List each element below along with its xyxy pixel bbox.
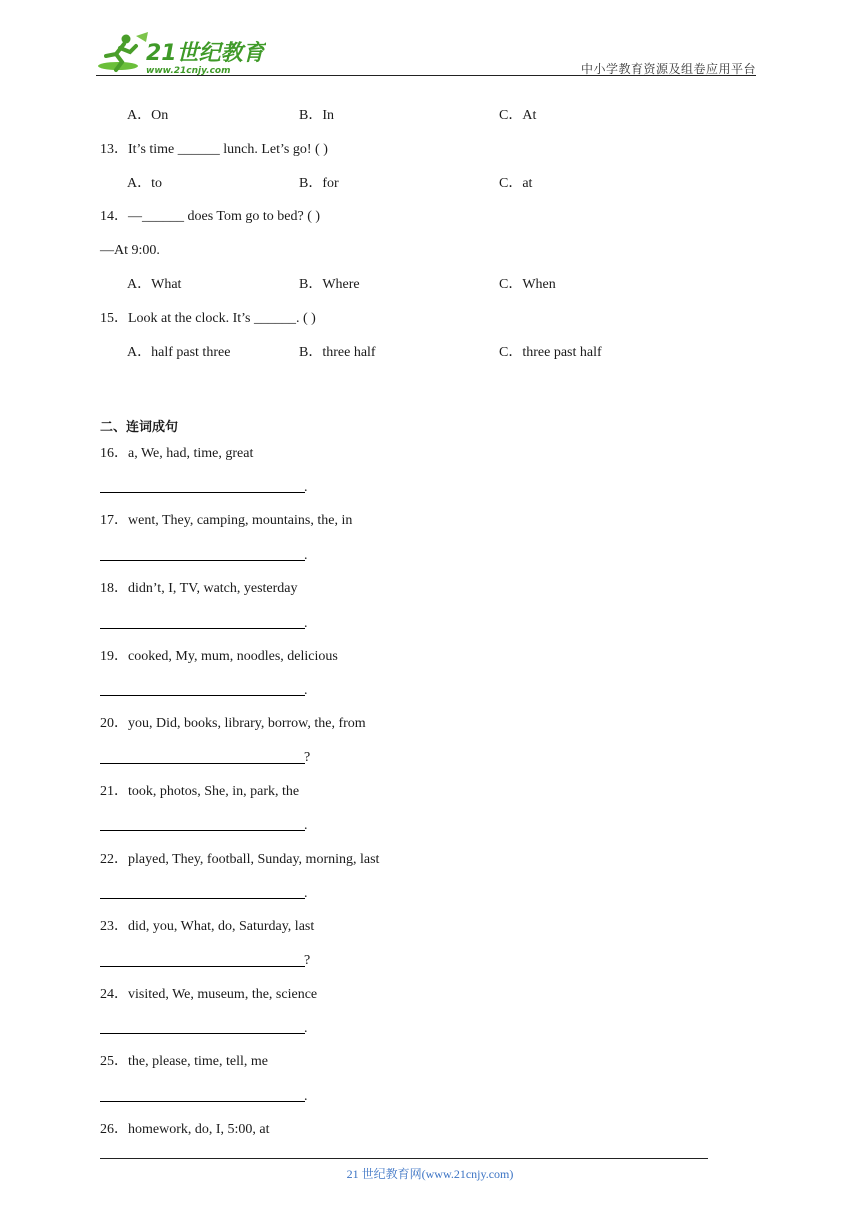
item-end-punct: . xyxy=(304,1021,308,1036)
answer-blank[interactable] xyxy=(100,560,305,561)
q12-option-a: A．On xyxy=(127,108,169,123)
item-prompt: 24．visited, We, museum, the, science xyxy=(100,987,318,1002)
item-end-punct: . xyxy=(304,616,308,631)
q15-stem: 15．Look at the clock. It’s ______. ( ) xyxy=(100,311,316,326)
site-logo xyxy=(96,30,266,76)
item-prompt: 17．went, They, camping, mountains, the, in xyxy=(100,513,353,528)
item-prompt: 22．played, They, football, Sunday, morning, last xyxy=(100,852,380,867)
q12-option-b: B．In xyxy=(299,108,334,123)
header-divider xyxy=(96,75,756,76)
answer-blank[interactable] xyxy=(100,898,305,899)
answer-blank[interactable] xyxy=(100,1033,305,1034)
header-platform-text: 中小学教育资源及组卷应用平台 xyxy=(580,62,756,76)
q12-option-c: C．At xyxy=(499,108,537,123)
item-prompt: 18．didn’t, I, TV, watch, yesterday xyxy=(100,581,298,596)
footer-divider xyxy=(100,1158,708,1159)
answer-blank[interactable] xyxy=(100,966,305,967)
q14-stem: 14．—______ does Tom go to bed? ( ) xyxy=(100,209,321,224)
item-end-punct: . xyxy=(304,548,308,563)
item-prompt: 21．took, photos, She, in, park, the xyxy=(100,784,300,799)
q26-prompt: 26．homework, do, I, 5:00, at xyxy=(100,1122,270,1137)
answer-blank[interactable] xyxy=(100,830,305,831)
item-end-punct: . xyxy=(304,683,308,698)
q15-option-a: A．half past three xyxy=(127,345,231,360)
item-end-punct: ? xyxy=(304,750,311,765)
item-end-punct: . xyxy=(304,480,308,495)
svg-text:21世纪教育: 21世纪教育 xyxy=(146,41,265,66)
q13-stem: 13．It’s time ______ lunch. Let’s go! ( ) xyxy=(100,142,328,157)
q14-option-b: B．Where xyxy=(299,277,360,292)
q14-option-a: A．What xyxy=(127,277,182,292)
item-end-punct: ? xyxy=(304,953,311,968)
page-header xyxy=(96,30,756,78)
item-prompt: 25．the, please, time, tell, me xyxy=(100,1054,268,1069)
item-prompt: 19．cooked, My, mum, noodles, delicious xyxy=(100,649,338,664)
item-end-punct: . xyxy=(304,886,308,901)
q13-option-c: C．at xyxy=(499,176,533,191)
item-prompt: 20．you, Did, books, library, borrow, the, from xyxy=(100,716,366,731)
item-prompt: 23．did, you, What, do, Saturday, last xyxy=(100,919,315,934)
q15-option-b: B．three half xyxy=(299,345,376,360)
q14-answer-line: —At 9:00. xyxy=(100,243,160,258)
footer-text[interactable]: 21 世纪教育网(www.21cnjy.com) xyxy=(346,1167,514,1181)
item-end-punct: . xyxy=(304,1089,308,1104)
answer-blank[interactable] xyxy=(100,492,305,493)
svg-text:www.21cnjy.com: www.21cnjy.com xyxy=(146,66,231,76)
q14-option-c: C．When xyxy=(499,277,556,292)
q15-option-c: C．three past half xyxy=(499,345,602,360)
q13-option-a: A．to xyxy=(127,176,162,191)
item-prompt: 16．a, We, had, time, great xyxy=(100,446,254,461)
item-end-punct: . xyxy=(304,818,308,833)
q13-option-b: B．for xyxy=(299,176,339,191)
section-title: 二、连词成句 xyxy=(100,420,179,435)
answer-blank[interactable] xyxy=(100,628,305,629)
answer-blank[interactable] xyxy=(100,763,305,764)
answer-blank[interactable] xyxy=(100,1101,305,1102)
answer-blank[interactable] xyxy=(100,695,305,696)
